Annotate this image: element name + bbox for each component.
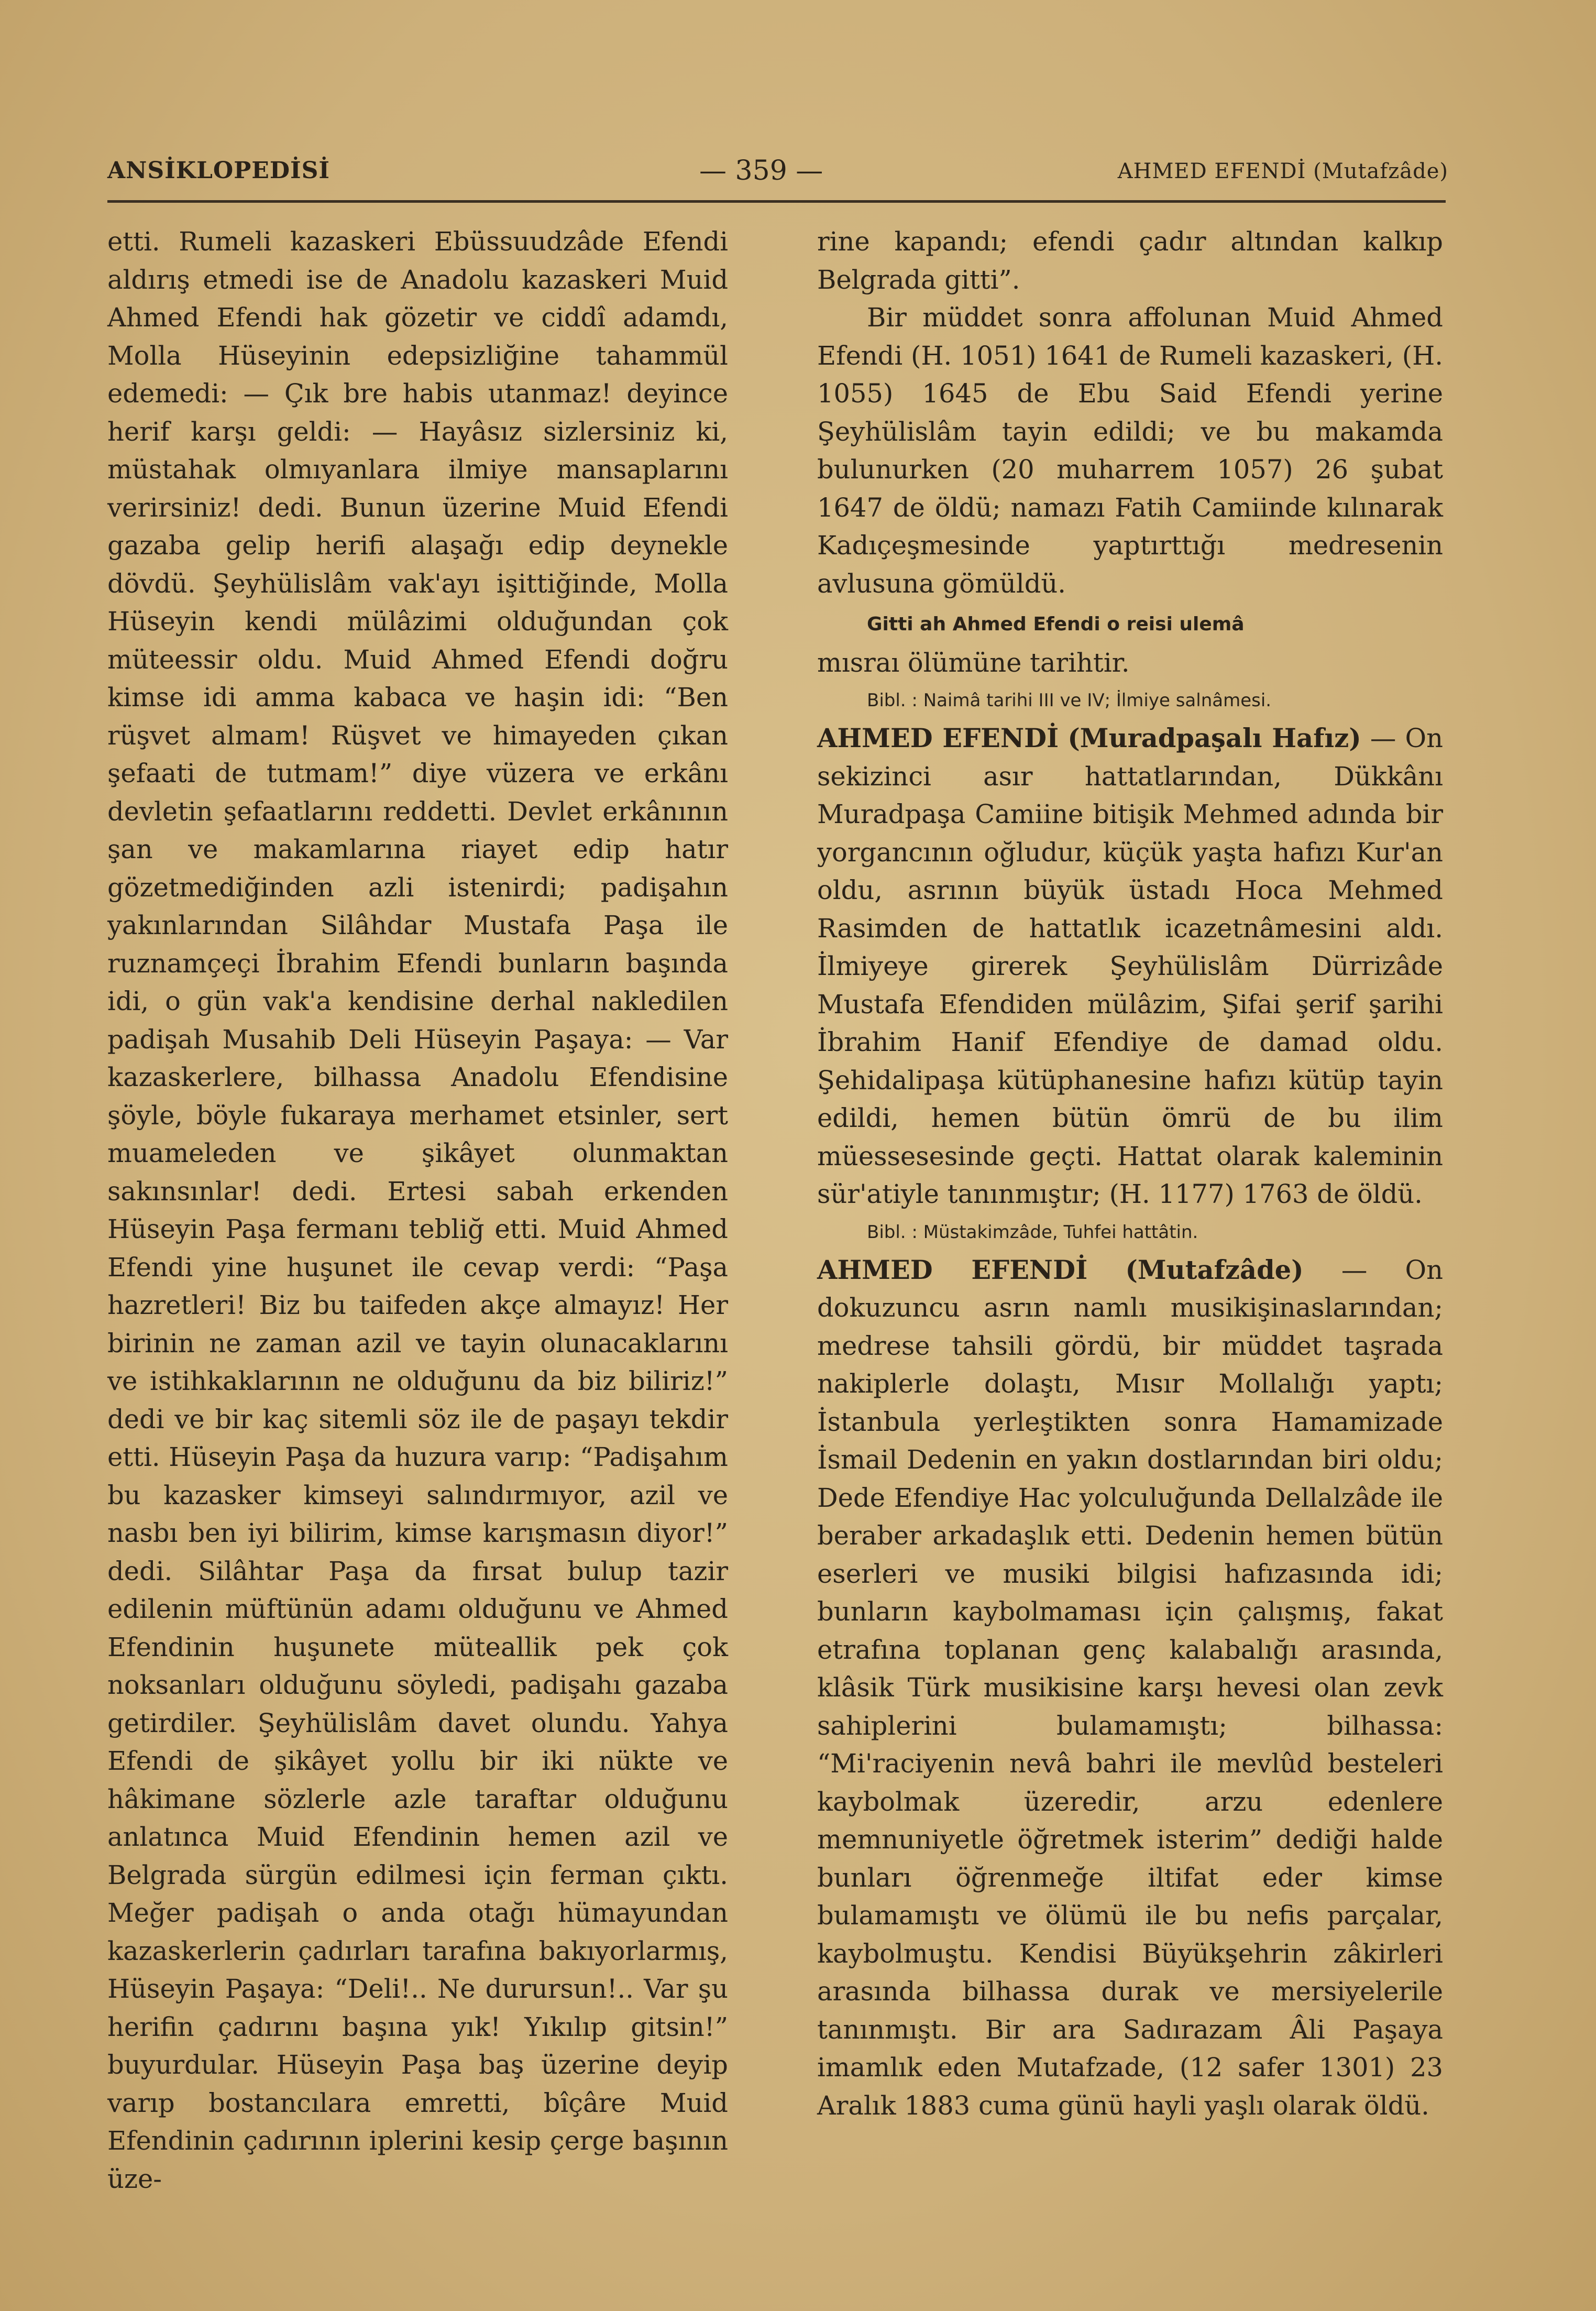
continuation-paragraph: rine kapandı; efendi çadır altından kalkıp Belgrada gitti”. bbox=[817, 226, 1443, 295]
entry-text: — On sekizinci asır hattatlarından, Dükkânı Muradpaşa Camiine bitişik Mehmed adında bir yorgancının oğludur, küçük yaşta hafızı Kur'an oldu, asrının büyük üstadı Hoca Mehmed Rasimden de hattatlık icazetnâmesini aldı. İlmiyeye girerek Şeyhülislâm Dürrizâde Mustafa Efendiden mülâzim, Şifai şerif şarihi İbrahim Hanif Efendiye de damad oldu. Şehidalipaşa kütüphanesine hafızı kütüp tayin edildi, hemen bütün ömrü de bu ilim müessesesinde geçti. Hattat olarak kaleminin sür'atiyle tanınmıştır; (H. 1177) 1763 de öldü. bbox=[817, 723, 1443, 1209]
running-title-left: ANSİKLOPEDİSİ bbox=[107, 157, 330, 184]
left-column bbox=[107, 223, 728, 2198]
running-title-right: AHMED EFENDİ (Mutafzâde) bbox=[1117, 159, 1448, 183]
entry-qualifier: (Muradpaşalı Hafız) bbox=[1067, 723, 1361, 753]
tarih-suffix: mısraı ölümüne tarihtir. bbox=[817, 647, 1130, 678]
death-paragraph: Bir müddet sonra affolunan Muid Ahmed Efendi (H. 1051) 1641 de Rumeli kazaskeri, (H. 1055) 1645 de Ebu Said Efendi yerine Şeyhülislâm tayin edildi; ve bu makamda bulunurken (20 muharrem 1057) 26 şubat 1647 de öldü; namazı Fatih Camiinde kılınarak Kadıçeşmesinde yaptırttığı medresenin avlusuna gömüldü. bbox=[817, 302, 1443, 599]
entry-title: AHMED EFENDİ bbox=[817, 723, 1059, 753]
page-number: — 359 — bbox=[699, 155, 823, 187]
tarih-verse-text: Gitti ah Ahmed Efendi o reisi ulemâ bbox=[867, 614, 1245, 635]
right-column bbox=[817, 223, 1443, 2124]
entry-qualifier: (Mutafzâde) bbox=[1125, 1254, 1304, 1285]
entry-mutafzade bbox=[817, 1251, 1443, 2125]
page-header bbox=[107, 152, 1448, 194]
header-rule bbox=[107, 200, 1446, 203]
bibliography-1: Bibl. : Naimâ tarihi III ve IV; İlmiye salnâmesi. bbox=[867, 690, 1272, 711]
entry-muradpasali bbox=[817, 719, 1443, 1213]
entry-title: AHMED EFENDİ bbox=[817, 1254, 1088, 1285]
tarih-verse bbox=[817, 603, 1443, 644]
left-column-paragraph: etti. Rumeli kazaskeri Ebüssuudzâde Efendi aldırış etmedi ise de Anadolu kazaskeri Muid Ahmed Efendi hak gözetir ve ciddî adamdı, Molla Hüseyinin edepsizliğine tahammül edemedi: — Çık bre habis utanmaz! deyince herif karşı geldi: — Hayâsız sizlersiniz ki, müstahak olmıyanlara ilmiye mansaplarını verirsiniz! dedi. Bunun üzerine Muid Efendi gazaba gelip herifi alaşağı edip deynekle dövdü. Şeyhülislâm vak'ayı işittiğinde, Molla Hüseyin kendi mülâzimi olduğundan çok müteessir oldu. Muid Ahmed Efendi doğru kimse idi amma kabaca ve haşin idi: “Ben rüşvet almam! Rüşvet ve himayeden çıkan şefaati de tutmam!” diye vüzera ve erkânı devletin şefaatlarını reddetti. Devlet erkânının şan ve makamlarına riayet edip hatır gözetmediğinden azli istenirdi; padişahın yakınlarından Silâhdar Mustafa Paşa ile ruznamçeçi İbrahim Efendi bunların başında idi, o gün vak'a kendisine derhal nakledilen padişah Musahib Deli Hüseyin Paşaya: — Var kazaskerlere, bilhassa Anadolu Efendisine şöyle, böyle fukaraya merhamet etsinler, sert muameleden ve şikâyet olunmaktan sakınsınlar! dedi. Ertesi sabah erkenden Hüseyin Paşa fermanı tebliğ etti. Muid Ahmed Efendi yine huşunet ile cevap verdi: “Paşa hazretleri! Biz bu taifeden akçe almayız! Her birinin ne zaman azil ve tayin olunacaklarını ve istihkaklarının ne olduğunu da biz biliriz!” dedi ve bir kaç sitemli söz ile de paşayı tekdir etti. Hüseyin Paşa da huzura varıp: “Padişahım bu kazasker kimseyi salındırmıyor, azil ve nasbı ben iyi bilirim, kimse karışmasın diyor!” dedi. Silâhtar Paşa da fırsat bulup tazir edilenin müftünün adamı olduğunu ve Ahmed Efendinin huşunete müteallik pek çok noksanları olduğunu söyledi, padişahı gazaba getirdiler. Şeyhülislâm davet olundu. Yahya Efendi de şikâyet yollu bir iki nükte ve hâkimane sözlerle azle taraftar olduğunu anlatınca Muid Efendinin hemen azil ve Belgrada sürgün edilmesi için ferman çıktı. Meğer padişah o anda otağı hümayundan kazaskerlerin çadırları tarafına bakıyorlarmış, Hüseyin Paşaya: “Deli!.. Ne durursun!.. Var şu herifin çadırını başına yık! Yıkılıp gitsin!” buyurdular. Hüseyin Paşa baş üzerine deyip varıp bostancılara emretti, bîçâre Muid Efendinin çadırının iplerini kesip çerge başının üze- bbox=[107, 226, 728, 2194]
entry-text: — On dokuzuncu asrın namlı musikişinaslarından; medrese tahsili gördü, bir müddet taşrada nakiplerle dolaştı, Mısır Mollalığı yaptı; İstanbula yerleştikten sonra Hamamizade İsmail Dedenin en yakın dostlarından biri oldu; Dede Efendiye Hac yolculuğunda Dellalzâde ile beraber arkadaşlık etti. Dedenin hemen bütün eserleri ve musiki bilgisi hafızasında idi; bunların kaybolmaması için çalışmış, fakat etrafına toplanan genç kalabalığı arasında, klâsik Türk musikisine karşı hevesi olan zevk sahiplerini bulamamıştı; bilhassa: “Mi'raciyenin nevâ bahri ile mevlûd besteleri kaybolmak üzeredir, arzu edenlere memnuniyetle öğretmek isterim” dediği halde bunları öğrenmeğe iltifat eder kimse bulamamıştı ve ölümü ile bu nefis parçalar, kaybolmuştu. Kendisi Büyükşehrin zâkirleri arasında bilhassa durak ve mersiyelerile tanınmıştı. Bir ara Sadırazam Âli Paşaya imamlık eden Mutafzade, (12 safer 1301) 23 Aralık 1883 cuma günü hayli yaşlı olarak öldü. bbox=[817, 1254, 1443, 2121]
bibliography-2: Bibl. : Müstakimzâde, Tuhfei hattâtin. bbox=[867, 1221, 1198, 1243]
